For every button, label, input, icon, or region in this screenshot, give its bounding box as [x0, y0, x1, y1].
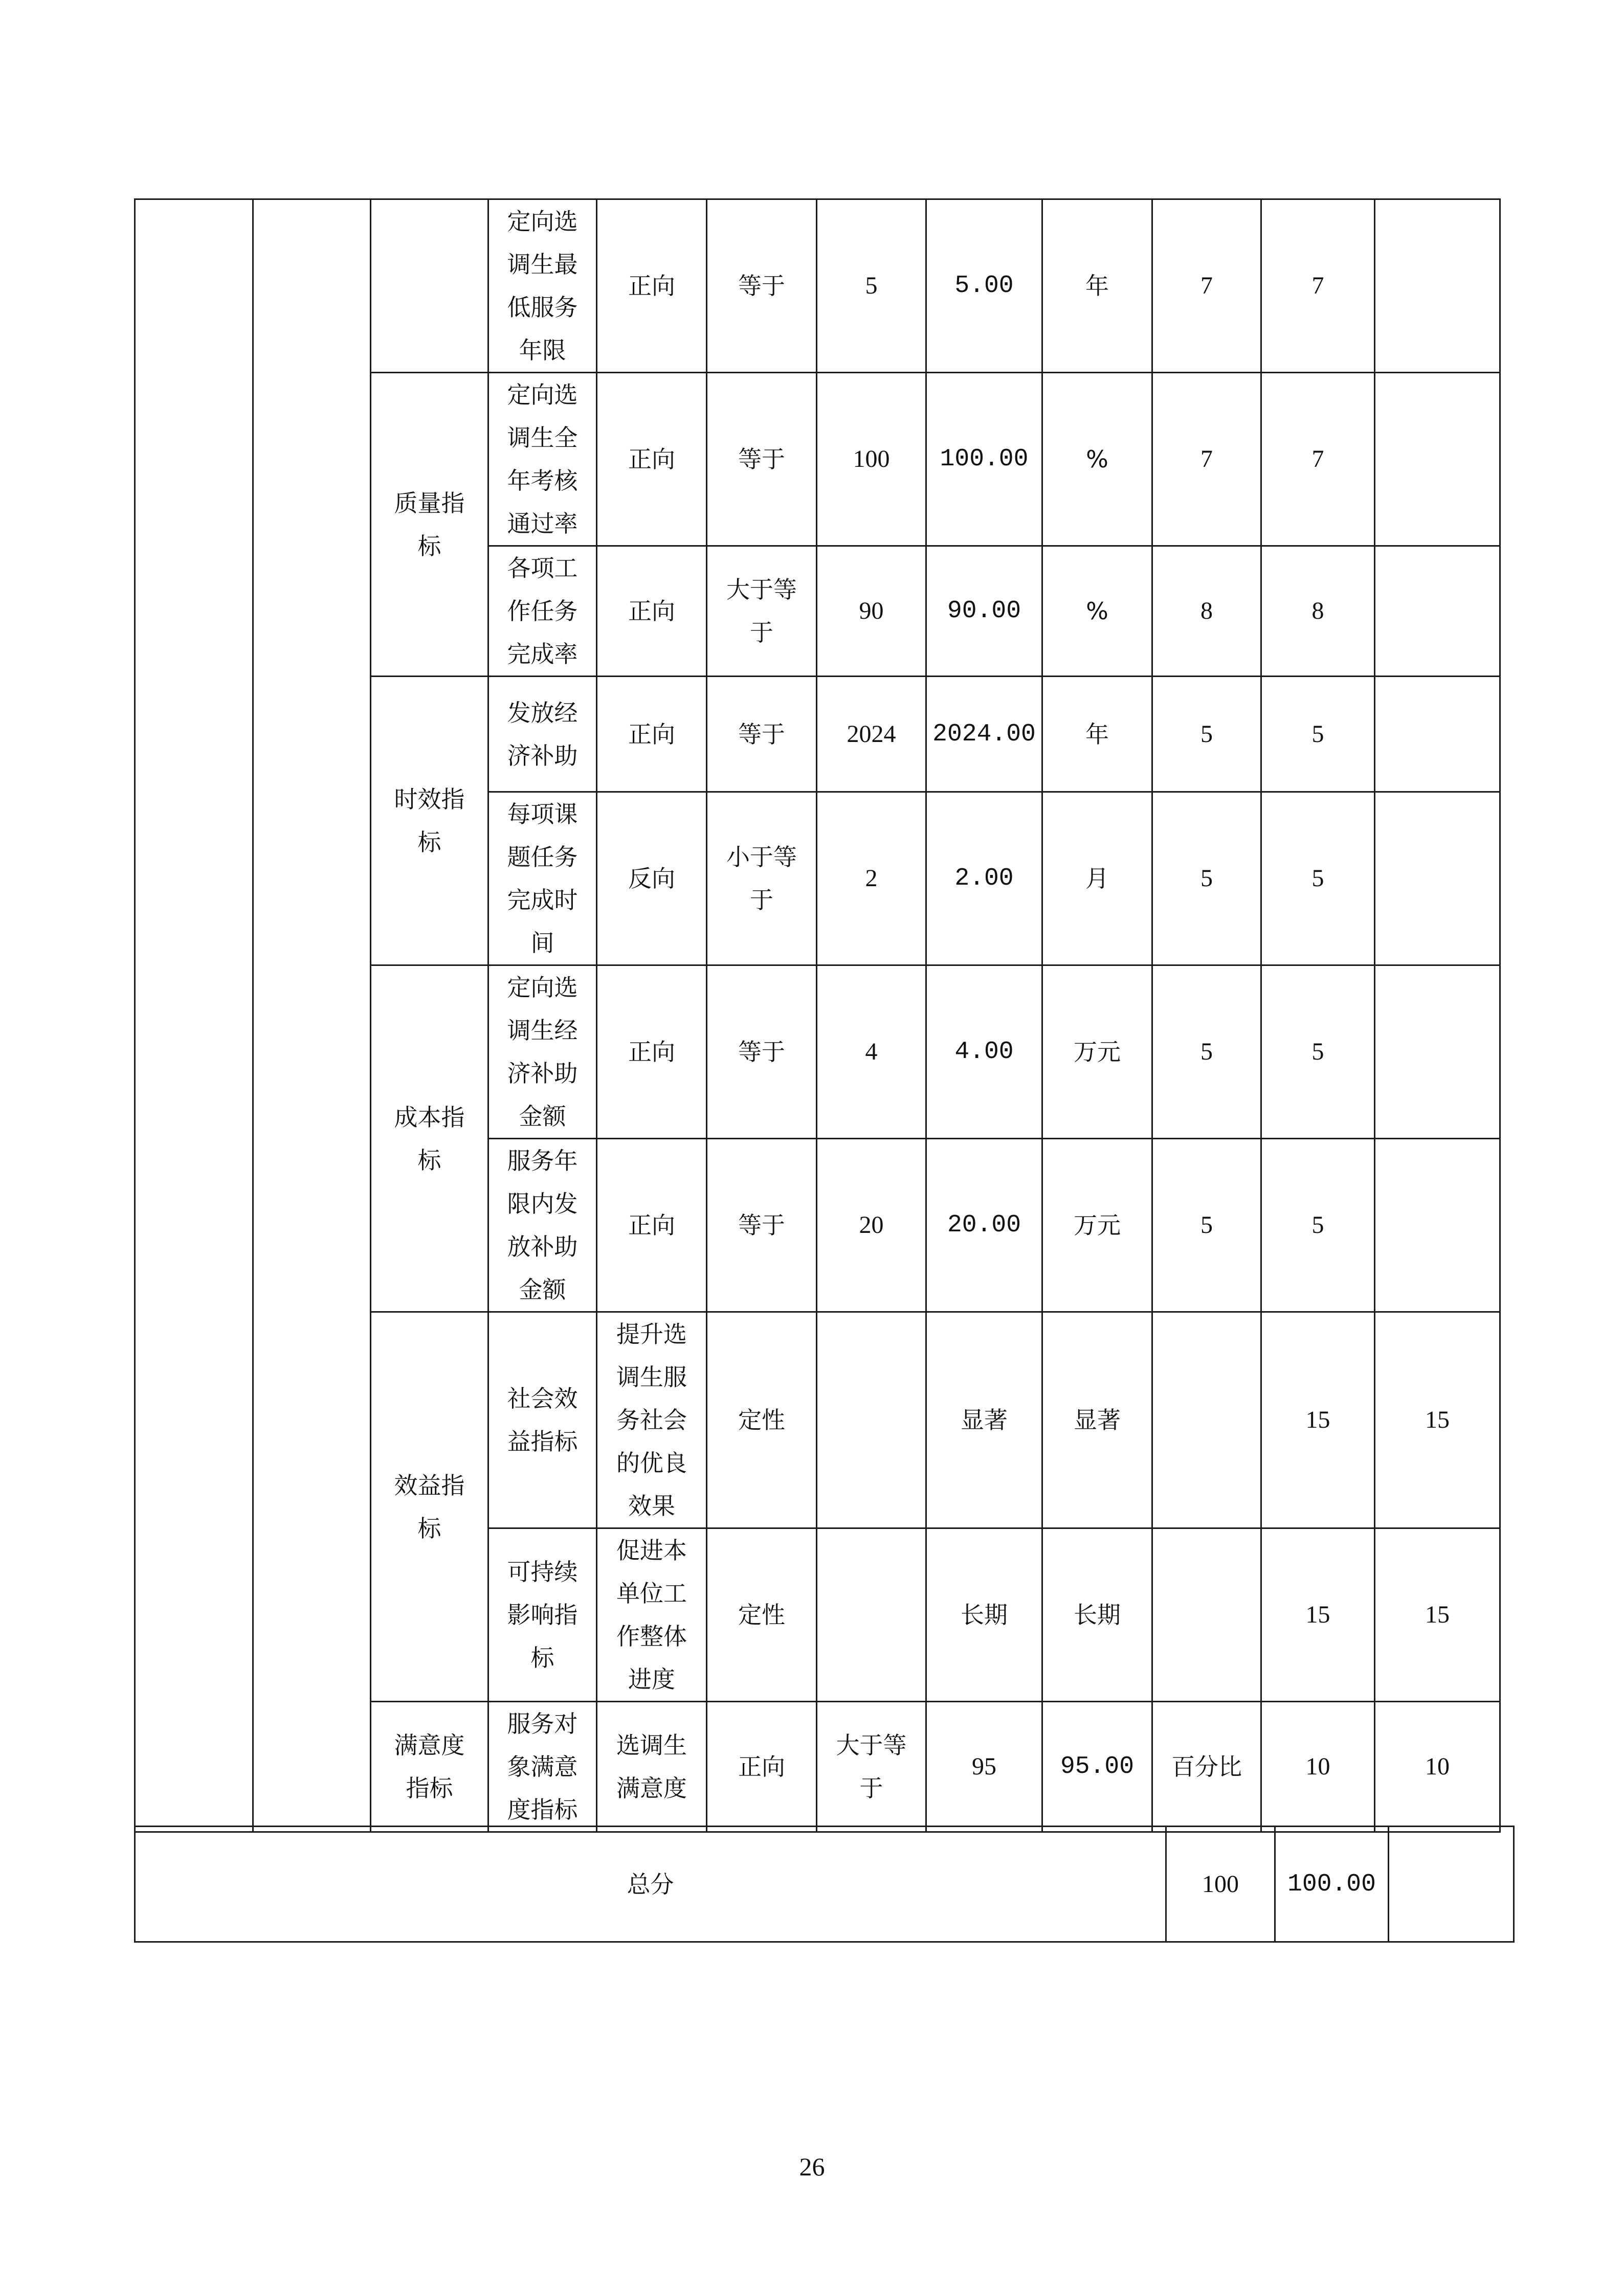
indicator-actual: 20.00 [926, 1139, 1042, 1312]
indicator-target: 2 [817, 792, 926, 965]
indicator-weight: 5 [1152, 792, 1261, 965]
indicator-direction: 正向 [597, 199, 707, 373]
indicator-score: 5 [1261, 965, 1375, 1139]
indicator-name: 提升选调生服务社会的优良效果 [597, 1312, 707, 1528]
indicator-comparator: 等于 [707, 199, 817, 373]
indicator-unit [1152, 1528, 1261, 1702]
level3-indicator-label: 可持续影响指标 [488, 1528, 597, 1702]
indicator-name: 促进本单位工作整体进度 [597, 1528, 707, 1702]
indicator-actual: 4.00 [926, 965, 1042, 1139]
indicator-direction: 正向 [597, 1139, 707, 1312]
indicator-weight: 7 [1152, 199, 1261, 373]
indicator-unit: 百分比 [1152, 1702, 1261, 1832]
indicator-actual: 2024.00 [926, 677, 1042, 792]
indicator-name: 发放经济补助 [488, 677, 597, 792]
indicator-name: 定向选调生全年考核通过率 [488, 373, 597, 546]
indicator-name: 服务年限内发放补助金额 [488, 1139, 597, 1312]
indicator-actual: 长期 [1042, 1528, 1152, 1702]
indicator-direction: 正向 [597, 373, 707, 546]
indicator-weight: 15 [1261, 1312, 1375, 1528]
indicator-direction: 定性 [707, 1528, 817, 1702]
performance-indicator-table [134, 198, 1501, 1833]
indicator-target: 95 [926, 1702, 1042, 1832]
indicator-unit: 万元 [1042, 965, 1152, 1139]
indicator-actual: 5.00 [926, 199, 1042, 373]
indicator-target: 显著 [926, 1312, 1042, 1528]
indicator-unit: 月 [1042, 792, 1152, 965]
indicator-target: 90 [817, 546, 926, 677]
indicator-unit: % [1042, 373, 1152, 546]
indicator-actual: 2.00 [926, 792, 1042, 965]
level2-indicator-label: 效益指标 [371, 1312, 488, 1702]
indicator-weight: 5 [1152, 677, 1261, 792]
indicator-weight: 15 [1261, 1528, 1375, 1702]
indicator-score: 15 [1375, 1528, 1500, 1702]
indicator-target: 5 [817, 199, 926, 373]
indicator-weight: 10 [1261, 1702, 1375, 1832]
indicator-remark [1375, 1139, 1500, 1312]
indicator-name: 各项工作任务完成率 [488, 546, 597, 677]
indicator-score: 7 [1261, 373, 1375, 546]
indicator-score: 10 [1375, 1702, 1500, 1832]
indicator-comparator: 等于 [707, 1139, 817, 1312]
indicator-score: 8 [1261, 546, 1375, 677]
indicator-remark [1375, 373, 1500, 546]
total-row [135, 1827, 1514, 1942]
indicator-name: 定向选调生最低服务年限 [488, 199, 597, 373]
indicator-unit [1152, 1312, 1261, 1528]
indicator-score: 5 [1261, 1139, 1375, 1312]
level3-indicator-label: 质量指标 [371, 373, 488, 677]
indicator-remark [1375, 199, 1500, 373]
indicator-weight: 7 [1152, 373, 1261, 546]
indicator-comparator [817, 1312, 926, 1528]
indicator-unit: 年 [1042, 199, 1152, 373]
indicator-remark [1375, 965, 1500, 1139]
indicator-comparator: 等于 [707, 373, 817, 546]
table-row [135, 199, 1500, 373]
page-number: 26 [799, 2152, 825, 2181]
level3-indicator-label: 成本指标 [371, 965, 488, 1312]
indicator-target: 100 [817, 373, 926, 546]
indicator-comparator: 大于等于 [707, 546, 817, 677]
indicator-weight: 8 [1152, 546, 1261, 677]
indicator-remark [1375, 677, 1500, 792]
indicator-weight: 5 [1152, 965, 1261, 1139]
indicator-name: 选调生满意度 [597, 1702, 707, 1832]
level3-indicator-label: 服务对象满意度指标 [488, 1702, 597, 1832]
indicator-comparator: 等于 [707, 677, 817, 792]
indicator-remark [1375, 792, 1500, 965]
indicator-name: 每项课题任务完成时间 [488, 792, 597, 965]
indicator-remark [1375, 546, 1500, 677]
level3-indicator-label: 社会效益指标 [488, 1312, 597, 1528]
indicator-score: 7 [1261, 199, 1375, 373]
indicator-target: 长期 [926, 1528, 1042, 1702]
indicator-actual: 95.00 [1042, 1702, 1152, 1832]
total-weight: 100 [1166, 1827, 1275, 1942]
indicator-target: 20 [817, 1139, 926, 1312]
indicator-comparator: 等于 [707, 965, 817, 1139]
indicator-direction: 反向 [597, 792, 707, 965]
indicator-direction: 正向 [597, 965, 707, 1139]
indicator-actual: 90.00 [926, 546, 1042, 677]
level2-indicator-label: 满意度指标 [371, 1702, 488, 1832]
indicator-comparator: 大于等于 [817, 1702, 926, 1832]
indicator-direction: 定性 [707, 1312, 817, 1528]
total-table [134, 1826, 1515, 1943]
level3-indicator-cell [371, 199, 488, 373]
indicator-target: 4 [817, 965, 926, 1139]
indicator-score: 5 [1261, 677, 1375, 792]
indicator-direction: 正向 [707, 1702, 817, 1832]
indicator-direction: 正向 [597, 546, 707, 677]
indicator-unit: 年 [1042, 677, 1152, 792]
indicator-score: 5 [1261, 792, 1375, 965]
level2-indicator-cell [253, 199, 371, 1832]
indicator-comparator [817, 1528, 926, 1702]
indicator-target: 2024 [817, 677, 926, 792]
total-remark [1389, 1827, 1514, 1942]
indicator-weight: 5 [1152, 1139, 1261, 1312]
indicator-name: 定向选调生经济补助金额 [488, 965, 597, 1139]
level1-indicator-cell [135, 199, 253, 1832]
indicator-direction: 正向 [597, 677, 707, 792]
indicator-actual: 100.00 [926, 373, 1042, 546]
level3-indicator-label: 时效指标 [371, 677, 488, 965]
indicator-score: 15 [1375, 1312, 1500, 1528]
indicator-unit: 万元 [1042, 1139, 1152, 1312]
total-label: 总分 [135, 1827, 1166, 1942]
indicator-unit: % [1042, 546, 1152, 677]
indicator-comparator: 小于等于 [707, 792, 817, 965]
total-score: 100.00 [1275, 1827, 1389, 1942]
indicator-actual: 显著 [1042, 1312, 1152, 1528]
